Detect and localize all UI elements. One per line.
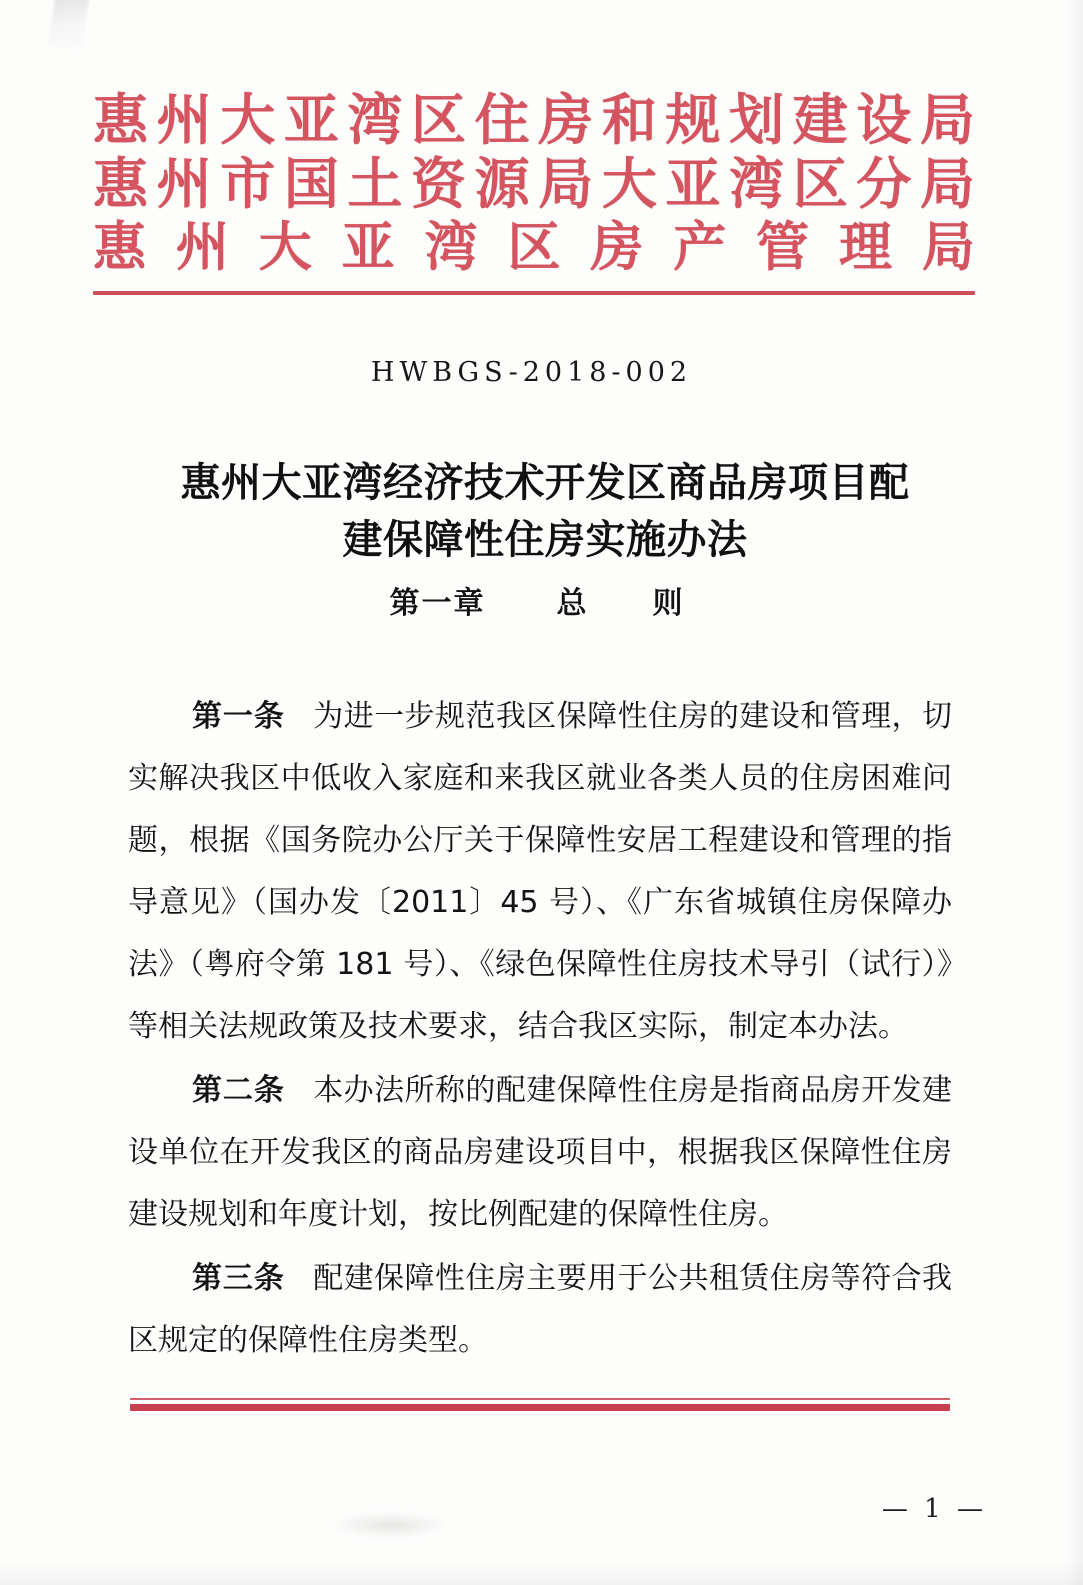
footer-divider-rule-thick [130,1404,950,1411]
article-paragraph [128,1060,952,1246]
letterhead-char: 湾 [424,217,478,278]
page-number: — 1 — [881,1494,987,1524]
chapter-heading [140,578,950,622]
letterhead-char: 惠 [93,217,146,278]
article-text: 为进一步规范我区保障性住房的建设和管理，切实解决我区中低收入家庭和来我区就业各类人员的住房困难问题，根据《国务院办公厅关于保障性安居工程建设和管理的指导意见》（国办发〔2011〕45 号）、《广东省城镇住房保障办法》（粤府令第 181 号）、《绿色保障性住房技术导引（试行）》等相关法规政策及技术要求，结合我区实际，制定本办法。 [128,699,952,1044]
letterhead-char: 设 [856,88,912,152]
letterhead-char: 源 [474,152,530,216]
letterhead-char: 惠 [93,88,149,152]
letterhead-char: 亚 [341,217,395,278]
article-label: 第三条 [192,1261,285,1296]
letterhead-char: 和 [601,88,657,152]
letterhead-char: 区 [507,217,561,278]
letterhead-divider-rule [93,291,975,295]
article-text: 配建保障性住房主要用于公共租赁住房等符合我区规定的保障性住房类型。 [128,1261,952,1358]
letterhead-char: 国 [283,152,339,216]
letterhead-char: 大 [258,217,312,278]
letterhead-char: 房 [538,88,594,152]
letterhead-char: 州 [156,152,212,216]
letterhead-char: 市 [220,152,276,216]
scan-edge-shadow-right [1065,0,1083,1585]
letterhead-char: 建 [792,88,848,152]
letterhead-line-1 [93,88,975,152]
letterhead-char: 局 [921,217,975,278]
letterhead-char: 土 [347,152,403,216]
article-label: 第一条 [192,699,285,734]
footer-divider-rule-thin [130,1398,950,1400]
letterhead-char: 湾 [347,88,403,152]
letterhead-char: 大 [601,152,657,216]
article-label: 第二条 [192,1073,285,1108]
letterhead-char: 住 [474,88,530,152]
letterhead-char: 亚 [283,88,339,152]
article-text: 本办法所称的配建保障性住房是指商品房开发建设单位在开发我区的商品房建设项目中，根据我区保障性住房建设规划和年度计划，按比例配建的保障性住房。 [128,1073,952,1232]
letterhead-char: 区 [411,88,467,152]
letterhead-char: 州 [156,88,212,152]
article-paragraph [128,1248,952,1372]
letterhead-char: 房 [590,217,644,278]
page-title [140,455,950,569]
document-number: HWBGS-2018-002 [370,357,693,388]
letterhead-char: 产 [673,217,727,278]
letterhead-char: 亚 [665,152,721,216]
letterhead-char: 局 [538,152,594,216]
letterhead-char: 理 [839,217,893,278]
letterhead-char: 大 [220,88,276,152]
letterhead-char: 资 [411,152,467,216]
chapter-number: 第一章 [389,586,486,621]
scan-smudge-artifact [330,1512,450,1538]
letterhead-char: 管 [756,217,810,278]
letterhead-char: 州 [175,217,229,278]
chapter-name: 总 则 [556,586,701,621]
letterhead-char: 局 [919,152,975,216]
scan-crease-artifact [48,0,90,52]
letterhead-line-2 [93,152,975,216]
page-title-line-2: 建保障性住房实施办法 [342,517,748,563]
letterhead-char: 区 [792,152,848,216]
letterhead-char: 规 [665,88,721,152]
page-title-line-1: 惠州大亚湾经济技术开发区商品房项目配 [180,460,910,506]
letterhead-char: 分 [856,152,912,216]
letterhead-char: 湾 [729,152,785,216]
letterhead-char: 局 [919,88,975,152]
scan-edge-shadow-bottom [0,1559,1083,1585]
letterhead [93,88,975,280]
letterhead-line-3 [93,216,975,280]
letterhead-char: 划 [729,88,785,152]
document-body [128,686,952,1374]
letterhead-char: 惠 [93,152,149,216]
article-paragraph [128,686,952,1058]
